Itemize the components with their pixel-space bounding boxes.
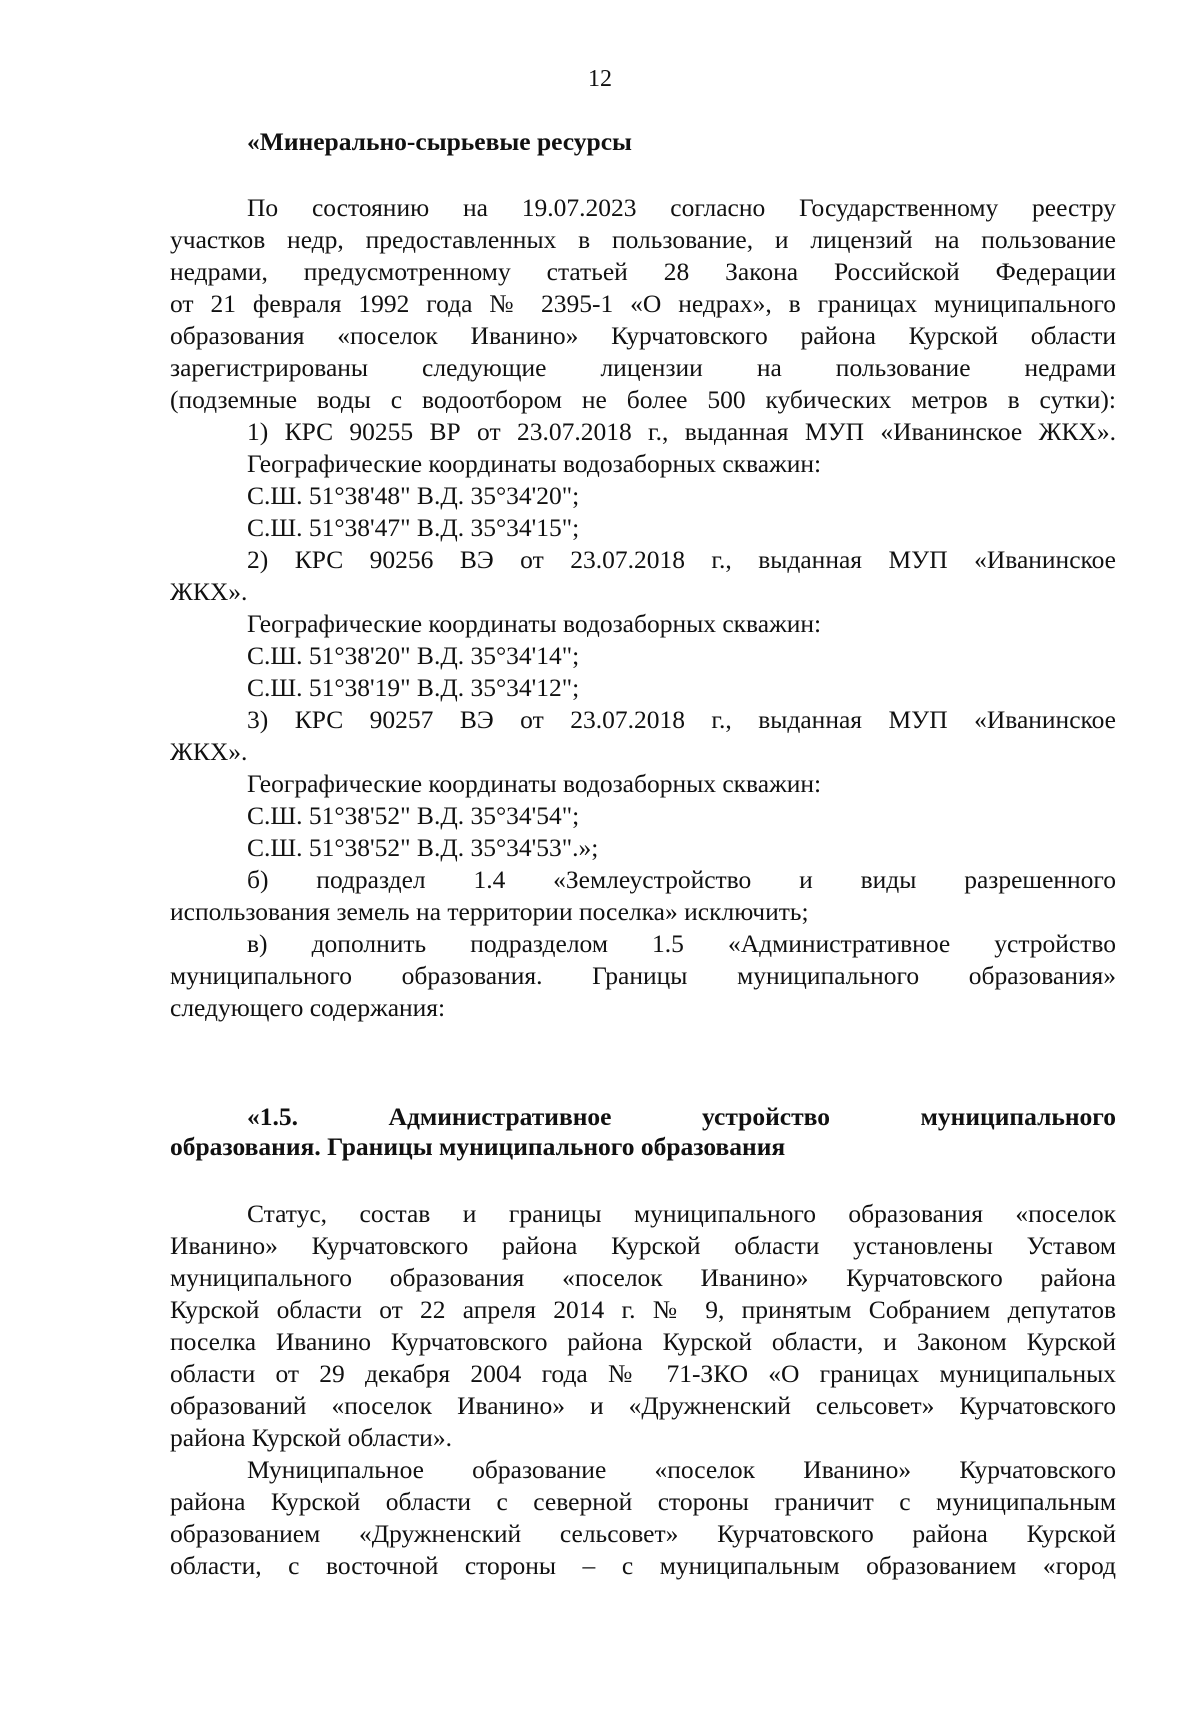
paragraph-line: ЖКХ».	[170, 577, 248, 606]
paragraph-line: от 21 февраля 1992 года № 2395-1 «О недрах», в границах муниципального	[170, 289, 1116, 318]
paragraph-line: ЖКХ».	[170, 737, 248, 766]
coordinate-line: С.Ш. 51°38'19" В.Д. 35°34'12";	[247, 673, 580, 702]
page-number: 12	[588, 66, 612, 92]
amendment-item: в) дополнить подразделом 1.5 «Административное устройство	[247, 929, 1116, 958]
section-administrative-structure-body	[170, 1198, 1116, 1582]
section-heading: «1.5. Административное устройство муниципального	[247, 1102, 1116, 1131]
section-heading: «Минерально-сырьевые ресурсы	[247, 127, 632, 156]
section-heading-administrative-structure	[170, 1102, 1116, 1162]
paragraph-line: недрами, предусмотренному статьей 28 Закона Российской Федерации	[170, 257, 1116, 286]
paragraph-line: следующего содержания:	[170, 993, 446, 1022]
paragraph-line: По состоянию на 19.07.2023 согласно Государственному реестру	[247, 193, 1116, 222]
license-item: 1) КРС 90255 ВР от 23.07.2018 г., выданная МУП «Иванинское ЖКХ».	[247, 417, 1116, 446]
coordinate-line: С.Ш. 51°38'47" В.Д. 35°34'15";	[247, 513, 580, 542]
paragraph-line: области от 29 декабря 2004 года № 71-ЗКО «О границах муниципальных	[170, 1359, 1116, 1388]
coordinate-line: С.Ш. 51°38'20" В.Д. 35°34'14";	[247, 641, 580, 670]
amendment-item: б) подраздел 1.4 «Землеустройство и виды разрешенного	[247, 865, 1116, 894]
paragraph-line: Статус, состав и границы муниципального образования «поселок	[247, 1199, 1116, 1228]
license-item: 2) КРС 90256 ВЭ от 23.07.2018 г., выданная МУП «Иванинское	[247, 545, 1116, 574]
paragraph-line: участков недр, предоставленных в пользование, и лицензий на пользование	[170, 225, 1116, 254]
coordinate-line: С.Ш. 51°38'52" В.Д. 35°34'54";	[247, 801, 580, 830]
paragraph-line: муниципального образования. Границы муниципального образования»	[170, 961, 1116, 990]
paragraph-line: зарегистрированы следующие лицензии на пользование недрами	[170, 353, 1116, 382]
paragraph-line: образованием «Дружненский сельсовет» Курчатовского района Курской	[170, 1519, 1116, 1548]
paragraph-line: образования «поселок Иванино» Курчатовского района Курской области	[170, 321, 1116, 350]
license-item: 3) КРС 90257 ВЭ от 23.07.2018 г., выданная МУП «Иванинское	[247, 705, 1116, 734]
coordinate-line: С.Ш. 51°38'52" В.Д. 35°34'53".»;	[247, 833, 599, 862]
section-heading: образования. Границы муниципального образования	[170, 1132, 786, 1161]
paragraph-line: Курской области от 22 апреля 2014 г. № 9, принятым Собранием депутатов	[170, 1295, 1116, 1324]
paragraph-line: Муниципальное образование «поселок Иванино» Курчатовского	[247, 1455, 1116, 1484]
paragraph-line: образований «поселок Иванино» и «Дружненский сельсовет» Курчатовского	[170, 1391, 1116, 1420]
section-heading-mineral-resources	[170, 126, 1116, 158]
coordinate-line: С.Ш. 51°38'48" В.Д. 35°34'20";	[247, 481, 580, 510]
paragraph-line: Иванино» Курчатовского района Курской области установлены Уставом	[170, 1231, 1116, 1260]
coordinates-label: Географические координаты водозаборных скважин:	[247, 449, 822, 478]
section-mineral-resources-body	[170, 192, 1116, 1024]
paragraph-line: области, с восточной стороны – с муниципальным образованием «город	[170, 1551, 1116, 1580]
paragraph-line: муниципального образования «поселок Иванино» Курчатовского района	[170, 1263, 1116, 1292]
paragraph-line: использования земель на территории поселка» исключить;	[170, 897, 809, 926]
paragraph-line: поселка Иванино Курчатовского района Курской области, и Законом Курской	[170, 1327, 1116, 1356]
coordinates-label: Географические координаты водозаборных скважин:	[247, 609, 822, 638]
paragraph-line: района Курской области с северной стороны граничит с муниципальным	[170, 1487, 1116, 1516]
coordinates-label: Географические координаты водозаборных скважин:	[247, 769, 822, 798]
paragraph-line: (подземные воды с водоотбором не более 500 кубических метров в сутки):	[170, 385, 1116, 414]
paragraph-line: района Курской области».	[170, 1423, 452, 1452]
